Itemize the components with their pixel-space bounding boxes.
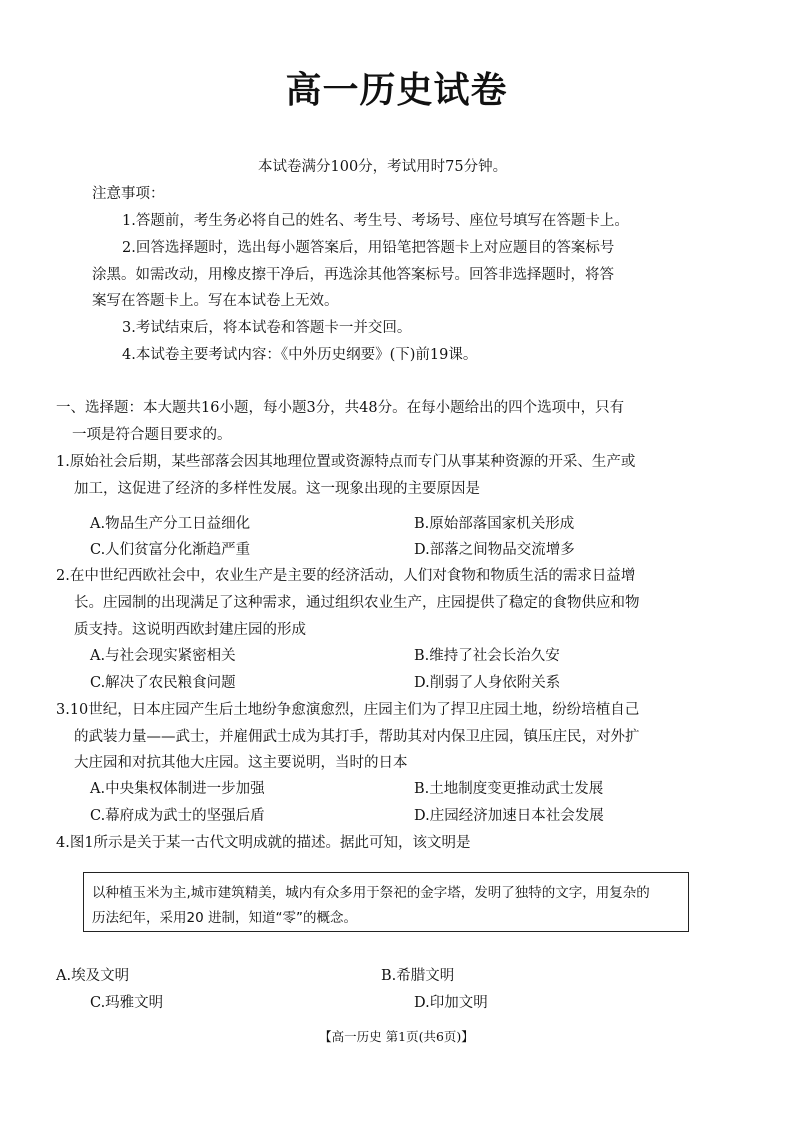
figure-1-text-line-1: 以种植玉米为主,城市建筑精美，城内有众多用于祭祀的金字塔，发明了独特的文字，用复杂的	[92, 885, 650, 901]
notice-item-1: 1.答题前，考生务必将自己的姓名、考生号、考场号、座位号填写在答题卡上。	[122, 213, 629, 229]
question-2-option-b: B.维持了社会长治久安	[414, 648, 560, 664]
notice-heading: 注意事项：	[92, 186, 165, 202]
score-line: 本试卷满分100分，考试用时75分钟。	[258, 159, 508, 175]
question-1-option-d: D.部落之间物品交流增多	[414, 542, 575, 558]
question-3-stem: 3.10世纪，日本庄园产生后土地纷争愈演愈烈，庄园主们为了捍卫庄园土地，纷纷培植自己	[56, 702, 640, 718]
question-3-stem-cont: 的武装力量——武士，并雇佣武士成为其打手，帮助其对内保卫庄园，镇压庄民，对外扩	[74, 729, 640, 745]
question-3-option-a: A.中央集权体制进一步加强	[90, 781, 265, 797]
notice-item-2: 2.回答选择题时，选出每小题答案后，用铅笔把答题卡上对应题目的答案标号	[122, 240, 615, 256]
question-3-option-b: B.土地制度变更推动武士发展	[414, 781, 604, 797]
question-1-option-a: A.物品生产分工日益细化	[90, 516, 251, 532]
question-4-stem: 4.图1所示是关于某一古代文明成就的描述。据此可知，该文明是	[56, 835, 471, 851]
question-4-option-b: B.希腊文明	[381, 968, 455, 984]
question-1-option-c: C.人们贫富分化渐趋严重	[90, 542, 251, 558]
question-1-stem: 1.原始社会后期，某些部落会因其地理位置或资源特点而专门从事某种资源的开采、生产或	[56, 454, 636, 470]
figure-1-text-line-2: 历法纪年，采用20 进制，知道“零”的概念。	[92, 910, 357, 926]
question-3-option-c: C.幕府成为武士的坚强后盾	[90, 808, 265, 824]
question-2-stem-cont: 长。庄园制的出现满足了这种需求，通过组织农业生产，庄园提供了稳定的食物供应和物	[74, 595, 640, 611]
notice-item-4: 4.本试卷主要考试内容：《中外历史纲要》(下)前19课。	[122, 347, 478, 363]
question-4-option-c: C.玛雅文明	[90, 995, 164, 1011]
notice-item-2-cont2: 案写在答题卡上。写在本试卷上无效。	[92, 293, 339, 309]
section-heading-cont: 一项是符合题目要求的。	[72, 427, 232, 443]
section-heading: 一、选择题：本大题共16小题，每小题3分，共48分。在每小题给出的四个选项中，只有	[56, 400, 625, 416]
page-footer: 【高一历史 第1页(共6页)】	[319, 1029, 474, 1044]
figure-1-box	[83, 872, 689, 932]
question-4-option-d: D.印加文明	[414, 995, 488, 1011]
question-2-option-c: C.解决了农民粮食问题	[90, 675, 236, 691]
notice-item-3: 3.考试结束后，将本试卷和答题卡一并交回。	[122, 320, 412, 336]
question-4-option-a: A.埃及文明	[56, 968, 130, 984]
question-1-stem-cont: 加工，这促进了经济的多样性发展。这一现象出现的主要原因是	[74, 481, 480, 497]
notice-item-2-cont: 涂黑。如需改动，用橡皮擦干净后，再选涂其他答案标号。回答非选择题时，将答	[92, 267, 614, 283]
question-3-option-d: D.庄园经济加速日本社会发展	[414, 808, 604, 824]
page-title: 高一历史试卷	[285, 70, 508, 111]
question-2-option-a: A.与社会现实紧密相关	[90, 648, 236, 664]
question-2-option-d: D.削弱了人身依附关系	[414, 675, 561, 691]
question-2-stem: 2.在中世纪西欧社会中，农业生产是主要的经济活动，人们对食物和物质生活的需求日益增	[56, 568, 636, 584]
question-2-stem-cont2: 质支持。这说明西欧封建庄园的形成	[74, 622, 306, 638]
question-3-stem-cont2: 大庄园和对抗其他大庄园。这主要说明，当时的日本	[74, 755, 408, 771]
question-1-option-b: B.原始部落国家机关形成	[414, 516, 575, 532]
